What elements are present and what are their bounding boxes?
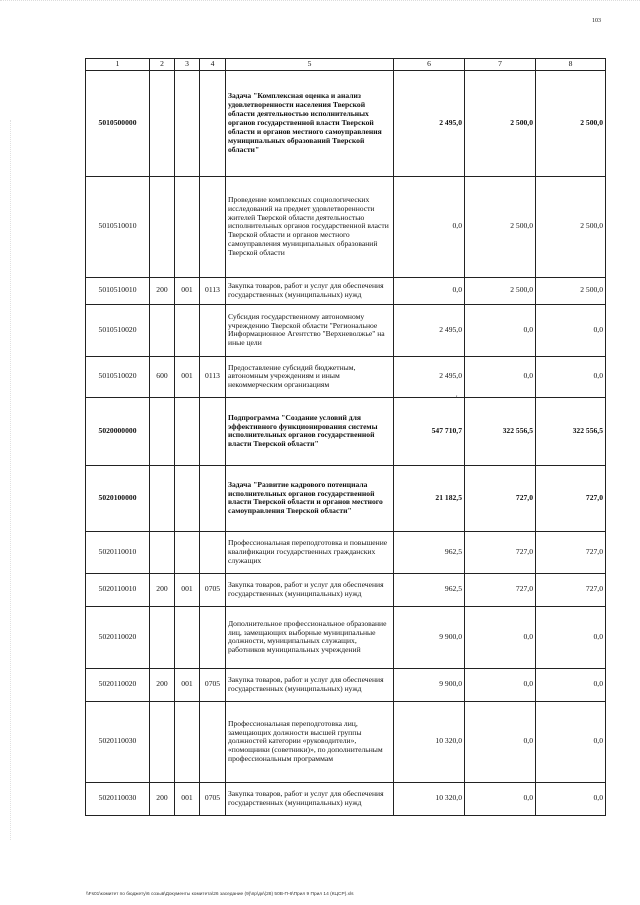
description-cell: Профессиональная переподготовка лиц, замещающих должности высшей группы должностей категории «руководители», «помощники (советники)», по дополнительным профессиональным программам [226,701,394,782]
table-row [86,668,606,701]
table-row [86,304,606,356]
amount-col8-cell: 0,0 [536,701,606,782]
expense-type-cell: 200 [150,573,175,606]
amount-col8-cell: 2 500,0 [536,277,606,304]
table-row [86,70,606,176]
amount-col8-cell: 2 500,0 [536,176,606,277]
section-cell [175,70,200,176]
description-cell: Закупка товаров, работ и услуг для обеспечения государственных (муниципальных) нужд [226,573,394,606]
amount-col7-cell: 2 500,0 [465,277,536,304]
amount-col6-cell: 0,0 [394,176,465,277]
header-cell: 8 [536,59,606,71]
section-cell: 001 [175,573,200,606]
amount-col7-cell: 2 500,0 [465,70,536,176]
target-code-cell: 5010510010 [86,277,150,304]
table-row [86,701,606,782]
subsection-cell [200,304,226,356]
section-cell [175,701,200,782]
amount-col8-cell: 727,0 [536,573,606,606]
subsection-cell [200,465,226,531]
expense-type-cell [150,465,175,531]
description-cell: Подпрограмма "Создание условий для эффективного функционирования системы исполнительных органов государственной власти Тверской области" [226,397,394,465]
table-row [86,573,606,606]
table-row [86,176,606,277]
amount-col7-cell: 0,0 [465,356,536,397]
amount-col7-cell: 0,0 [465,782,536,815]
amount-col8-cell: 727,0 [536,531,606,573]
target-code-cell: 5020110010 [86,573,150,606]
margin-mark: ' [456,394,458,403]
subsection-cell [200,397,226,465]
section-cell: 001 [175,668,200,701]
scan-edge-top [0,0,640,9]
subsection-cell: 0705 [200,668,226,701]
amount-col6-cell: 9 900,0 [394,668,465,701]
amount-col6-cell: 2 495,0 [394,70,465,176]
table-row [86,397,606,465]
description-cell: Закупка товаров, работ и услуг для обеспечения государственных (муниципальных) нужд [226,277,394,304]
amount-col7-cell: 727,0 [465,573,536,606]
target-code-cell: 5010510010 [86,176,150,277]
amount-col6-cell: 2 495,0 [394,356,465,397]
section-cell [175,304,200,356]
amount-col6-cell: 962,5 [394,573,465,606]
amount-col6-cell: 962,5 [394,531,465,573]
target-code-cell: 5020110030 [86,701,150,782]
table-row [86,465,606,531]
target-code-cell: 5020110020 [86,668,150,701]
target-code-cell: 5020110020 [86,606,150,668]
header-cell: 3 [175,59,200,71]
subsection-cell: 0113 [200,277,226,304]
amount-col7-cell: 0,0 [465,668,536,701]
header-cell: 1 [86,59,150,71]
expense-type-cell [150,70,175,176]
section-cell: 001 [175,356,200,397]
target-code-cell: 5010510020 [86,356,150,397]
scan-edge-left [10,120,12,840]
amount-col6-cell: 2 495,0 [394,304,465,356]
amount-col6-cell: 21 182,5 [394,465,465,531]
amount-col6-cell: 0,0 [394,277,465,304]
section-cell [175,606,200,668]
subsection-cell: 0705 [200,573,226,606]
target-code-cell: 5010500000 [86,70,150,176]
amount-col6-cell: 10 320,0 [394,782,465,815]
amount-col7-cell: 0,0 [465,304,536,356]
amount-col7-cell: 2 500,0 [465,176,536,277]
header-cell: 6 [394,59,465,71]
target-code-cell: 5020110010 [86,531,150,573]
subsection-cell [200,531,226,573]
amount-col6-cell: 547 710,7 [394,397,465,465]
description-cell: Дополнительное профессиональное образование лиц, замещающих выборные муниципальные должности, муниципальных служащих, работников муниципальных учреждений [226,606,394,668]
table-row [86,606,606,668]
expense-type-cell [150,176,175,277]
header-cell: 4 [200,59,226,71]
subsection-cell: 0705 [200,782,226,815]
amount-col8-cell: 0,0 [536,782,606,815]
description-cell: Закупка товаров, работ и услуг для обеспечения государственных (муниципальных) нужд [226,668,394,701]
budget-table [85,58,606,816]
header-cell: 5 [226,59,394,71]
page-number: 103 [592,18,601,24]
amount-col7-cell: 727,0 [465,531,536,573]
expense-type-cell: 200 [150,782,175,815]
description-cell: Профессиональная переподготовка и повышение квалификации государственных гражданских служащих [226,531,394,573]
amount-col7-cell: 322 556,5 [465,397,536,465]
amount-col6-cell: 10 320,0 [394,701,465,782]
table-row [86,277,606,304]
amount-col8-cell: 0,0 [536,356,606,397]
expense-type-cell [150,304,175,356]
amount-col7-cell: 727,0 [465,465,536,531]
expense-type-cell [150,397,175,465]
section-cell [175,465,200,531]
description-cell: Субсидия государственному автономному учреждению Тверской области "Региональное Информационное Агентство "Верхневолжье" на иные цели [226,304,394,356]
amount-col7-cell: 0,0 [465,606,536,668]
subsection-cell [200,701,226,782]
table-row [86,782,606,815]
table-row [86,531,606,573]
expense-type-cell: 200 [150,668,175,701]
amount-col8-cell: 727,0 [536,465,606,531]
description-cell: Закупка товаров, работ и услуг для обеспечения государственных (муниципальных) нужд [226,782,394,815]
amount-col8-cell: 0,0 [536,304,606,356]
section-cell [175,397,200,465]
amount-col6-cell: 9 900,0 [394,606,465,668]
section-cell [175,176,200,277]
section-cell [175,531,200,573]
amount-col8-cell: 0,0 [536,606,606,668]
target-code-cell: 5020110030 [86,782,150,815]
amount-col7-cell: 0,0 [465,701,536,782]
subsection-cell [200,176,226,277]
subsection-cell [200,606,226,668]
expense-type-cell [150,606,175,668]
expense-type-cell [150,531,175,573]
amount-col8-cell: 322 556,5 [536,397,606,465]
target-code-cell: 5020000000 [86,397,150,465]
subsection-cell [200,70,226,176]
description-cell: Предоставление субсидий бюджетным, автономным учреждениям и иным некоммерческим организациям [226,356,394,397]
expense-type-cell [150,701,175,782]
expense-type-cell: 200 [150,277,175,304]
header-row [86,59,606,71]
description-cell: Задача "Комплексная оценка и анализ удовлетворенности населения Тверской области деятельностью исполнительных органов государственной власти Тверской области и органов местного самоуправления муниципальных образований Тверской области" [226,70,394,176]
expense-type-cell: 600 [150,356,175,397]
description-cell: Задача "Развитие кадрового потенциала исполнительных органов государственной власти Тверской области и органов местного самоуправления Тверской области" [226,465,394,531]
target-code-cell: 5020100000 [86,465,150,531]
header-cell: 7 [465,59,536,71]
amount-col8-cell: 0,0 [536,668,606,701]
description-cell: Проведение комплексных социологических исследований на предмет удовлетворенности жителей Тверской области деятельностью исполнительных органов государственной власти Тверской области и органов местного самоуправления муниципальных образований Тверской области [226,176,394,277]
header-cell: 2 [150,59,175,71]
section-cell: 001 [175,277,200,304]
footer-file-path: \\Fs01\комитет по бюджету\6 созыв\Документы комитета\26 заседание (9)\пр\дк\(28) 50В-П-6\Прил 9 Прил 14 (КЦСР).xls [86,892,354,897]
amount-col8-cell: 2 500,0 [536,70,606,176]
table-row [86,356,606,397]
subsection-cell: 0113 [200,356,226,397]
target-code-cell: 5010510020 [86,304,150,356]
section-cell: 001 [175,782,200,815]
